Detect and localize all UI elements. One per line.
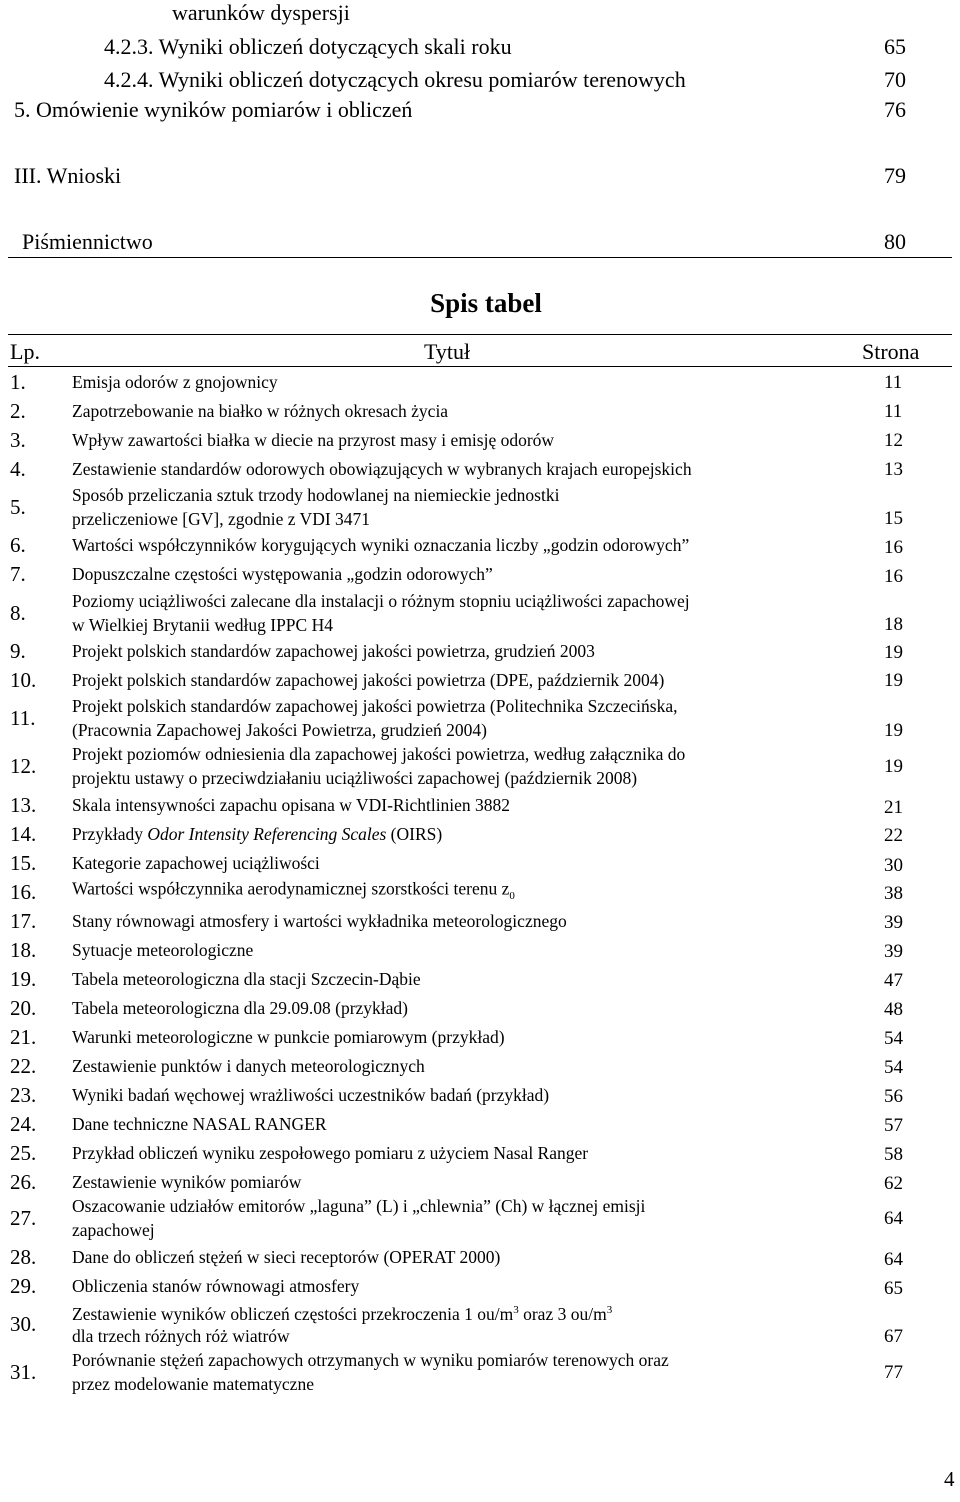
subscript: 0 — [509, 889, 515, 902]
row-number: 14. — [10, 822, 37, 846]
row-number: 18. — [10, 938, 37, 962]
row-number: 4. — [10, 457, 26, 481]
toc-entry: III. Wnioski — [14, 163, 122, 188]
row-page-number: 77 — [884, 1362, 903, 1383]
header-page: Strona — [862, 339, 920, 364]
row-page-number: 56 — [884, 1086, 903, 1107]
row-number: 2. — [10, 399, 26, 423]
divider — [8, 366, 952, 367]
row-title: Obliczenia stanów równowagi atmosfery — [72, 1276, 360, 1296]
superscript: 3 — [513, 1304, 519, 1317]
row-page-number: 57 — [884, 1115, 903, 1136]
toc-page-number: 79 — [884, 163, 906, 188]
row-page-number: 16 — [884, 566, 903, 587]
row-title: przez modelowanie matematyczne — [72, 1374, 314, 1394]
row-title: Przykłady Odor Intensity Referencing Scales (OIRS) — [72, 824, 443, 844]
row-title: Projekt polskich standardów zapachowej jakości powietrza (Politechnika Szczecińska, — [72, 696, 678, 716]
row-number: 6. — [10, 533, 26, 557]
row-title: Stany równowagi atmosfery i wartości wykładnika meteorologicznego — [72, 911, 567, 931]
row-title: Przykład obliczeń wyniku zespołowego pomiaru z użyciem Nasal Ranger — [72, 1143, 589, 1163]
row-number: 5. — [10, 495, 26, 519]
superscript: 3 — [606, 1304, 613, 1317]
row-title: dla trzech różnych róż wiatrów — [72, 1326, 290, 1346]
row-title: projektu ustawy o przeciwdziałaniu uciążliwości zapachowej (październik 2008) — [72, 768, 638, 788]
row-title: Dopuszczalne częstości występowania „godzin odorowych” — [72, 564, 493, 584]
row-number: 20. — [10, 996, 37, 1020]
row-number: 25. — [10, 1141, 37, 1165]
row-page-number: 16 — [884, 537, 903, 558]
row-number: 8. — [10, 601, 26, 625]
divider — [8, 257, 952, 258]
row-title: Porównanie stężeń zapachowych otrzymanych w wyniku pomiarów terenowych oraz — [72, 1350, 669, 1370]
toc-entry: 4.2.4. Wyniki obliczeń dotyczących okresu pomiarów terenowych — [104, 67, 686, 92]
divider — [8, 334, 952, 335]
row-page-number: 48 — [884, 999, 903, 1020]
row-number: 7. — [10, 562, 26, 586]
row-number: 27. — [10, 1206, 37, 1230]
row-title: Zestawienie wyników obliczeń częstości przekroczenia 1 $ou/m^3$ oraz 3 $ou/m^3$ — [72, 1303, 613, 1324]
row-number: 13. — [10, 793, 37, 817]
row-title: Wartości współczynników korygujących wyniki oznaczania liczby „godzin odorowych” — [72, 535, 690, 555]
row-number: 22. — [10, 1054, 37, 1078]
header-number: Lp. — [10, 339, 40, 364]
row-page-number: 30 — [884, 855, 903, 876]
toc-page-number: 65 — [884, 34, 906, 59]
row-page-number: 13 — [884, 459, 903, 480]
row-number: 21. — [10, 1025, 37, 1049]
row-title: Zestawienie wyników pomiarów — [72, 1172, 302, 1192]
row-page-number: 54 — [884, 1057, 903, 1078]
row-number: 10. — [10, 668, 37, 692]
row-number: 23. — [10, 1083, 37, 1107]
toc-entry: 4.2.3. Wyniki obliczeń dotyczących skali roku — [104, 34, 512, 59]
row-page-number: 47 — [884, 970, 903, 991]
row-title: w Wielkiej Brytanii według IPPC H4 — [72, 615, 333, 635]
row-number: 11. — [10, 706, 36, 730]
page-number: 4 — [944, 1467, 955, 1491]
row-title: przeliczeniowe [GV], zgodnie z VDI 3471 — [72, 509, 371, 529]
row-page-number: 22 — [884, 825, 903, 846]
row-title: Projekt polskich standardów zapachowej jakości powietrza (DPE, październik 2004) — [72, 670, 665, 690]
row-title: (Pracownia Zapachowej Jakości Powietrza, grudzień 2004) — [72, 720, 487, 740]
italic-phrase: Odor Intensity Referencing Scales — [147, 824, 387, 844]
row-title: Emisja odorów z gnojownicy — [72, 372, 278, 392]
toc-page-number: 76 — [884, 97, 906, 122]
row-page-number: 67 — [884, 1326, 903, 1347]
row-title: Projekt poziomów odniesienia dla zapachowej jakości powietrza, według załącznika do — [72, 744, 686, 764]
row-page-number: 64 — [884, 1208, 903, 1229]
row-number: 1. — [10, 370, 26, 394]
row-number: 9. — [10, 639, 26, 663]
row-title: Wyniki badań węchowej wrażliwości uczestników badań (przykład) — [72, 1085, 550, 1105]
row-title: Dane do obliczeń stężeń w sieci receptorów (OPERAT 2000) — [72, 1247, 501, 1267]
row-number: 19. — [10, 967, 37, 991]
row-page-number: 21 — [884, 797, 903, 818]
row-page-number: 54 — [884, 1028, 903, 1049]
row-page-number: 18 — [884, 614, 903, 635]
row-page-number: 11 — [884, 372, 903, 393]
toc-entry: 5. Omówienie wyników pomiarów i obliczeń — [14, 97, 413, 122]
row-page-number: 65 — [884, 1278, 903, 1299]
row-title: Zestawienie punktów i danych meteorologicznych — [72, 1056, 425, 1076]
toc-page-number: 70 — [884, 67, 906, 92]
row-number: 24. — [10, 1112, 37, 1136]
row-page-number: 62 — [884, 1173, 903, 1194]
row-title: Kategorie zapachowej uciążliwości — [72, 853, 320, 873]
row-title: Poziomy uciążliwości zalecane dla instalacji o różnym stopniu uciążliwości zapachowej — [72, 591, 690, 611]
row-number: 26. — [10, 1170, 37, 1194]
row-number: 29. — [10, 1274, 37, 1298]
section-title: Spis tabel — [430, 288, 542, 318]
row-title: Tabela meteorologiczna dla stacji Szczecin-Dąbie — [72, 969, 421, 989]
toc-page-number: 80 — [884, 229, 906, 254]
row-title: zapachowej — [72, 1220, 155, 1240]
row-page-number: 64 — [884, 1249, 903, 1270]
row-title: Projekt polskich standardów zapachowej jakości powietrza, grudzień 2003 — [72, 641, 595, 661]
row-page-number: 19 — [884, 670, 903, 691]
row-title: Sytuacje meteorologiczne — [72, 940, 254, 960]
row-title: Zestawienie standardów odorowych obowiązujących w wybranych krajach europejskich — [72, 459, 692, 479]
row-title: Tabela meteorologiczna dla 29.09.08 (przykład) — [72, 998, 409, 1018]
toc-entry: Piśmiennictwo — [22, 229, 153, 254]
row-page-number: 39 — [884, 912, 903, 933]
row-title: Zapotrzebowanie na białko w różnych okresach życia — [72, 401, 449, 421]
row-page-number: 19 — [884, 642, 903, 663]
row-number: 15. — [10, 851, 37, 875]
row-title: Dane techniczne NASAL RANGER — [72, 1114, 327, 1134]
row-number: 31. — [10, 1360, 37, 1384]
row-number: 30. — [10, 1312, 37, 1336]
row-number: 28. — [10, 1245, 37, 1269]
row-page-number: 15 — [884, 508, 903, 529]
row-title: Wpływ zawartości białka w diecie na przyrost masy i emisję odorów — [72, 430, 555, 450]
row-title: Skala intensywności zapachu opisana w VDI-Richtlinien 3882 — [72, 795, 511, 815]
row-title: Warunki meteorologiczne w punkcie pomiarowym (przykład) — [72, 1027, 505, 1047]
row-page-number: 39 — [884, 941, 903, 962]
row-number: 12. — [10, 754, 37, 778]
toc-entry: warunków dyspersji — [172, 0, 350, 25]
row-title: Sposób przeliczania sztuk trzody hodowlanej na niemieckie jednostki — [72, 485, 560, 505]
row-number: 17. — [10, 909, 37, 933]
row-number: 3. — [10, 428, 26, 452]
header-title: Tytuł — [424, 339, 471, 364]
row-title: Oszacowanie udziałów emitorów „laguna” (L) i „chlewnia” (Ch) w łącznej emisji — [72, 1196, 646, 1216]
row-title: Wartości współczynnika aerodynamicznej szorstkości terenu $z_0$ — [72, 878, 515, 902]
row-page-number: 11 — [884, 401, 903, 422]
row-number: 16. — [10, 880, 37, 904]
row-page-number: 12 — [884, 430, 903, 451]
row-page-number: 38 — [884, 883, 903, 904]
row-page-number: 19 — [884, 720, 903, 741]
row-page-number: 19 — [884, 756, 903, 777]
row-page-number: 58 — [884, 1144, 903, 1165]
